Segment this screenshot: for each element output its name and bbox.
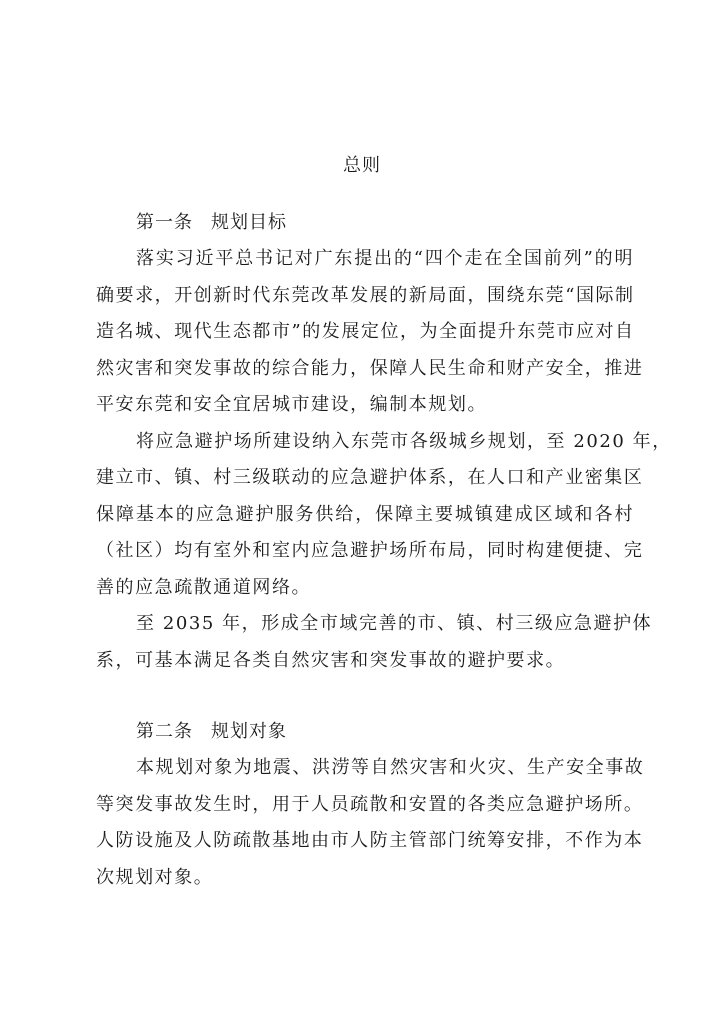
article-heading: [96, 205, 634, 241]
text-line: （社区）均有室外和室内应急避护场所布局，同时构建便捷、完: [96, 540, 644, 561]
article-name: 规划目标: [211, 212, 287, 233]
text-line: 平安东莞和安全宜居城市建设，编制本规划。: [96, 394, 487, 415]
text-line: 造名城、现代生态都市”的发展定位，为全面提升东莞市应对自: [96, 321, 635, 342]
section-title: 总则: [343, 155, 381, 176]
article-heading: [96, 714, 634, 750]
text-line: 本规划对象为地震、洪涝等自然灾害和火灾、生产安全事故: [136, 757, 645, 778]
article-1: [96, 205, 672, 679]
paragraph: [96, 750, 645, 896]
text-line: 落实习近平总书记对广东提出的“四个走在全国前列”的明: [136, 248, 634, 269]
text-line: 善的应急疏散通道网络。: [96, 576, 312, 598]
text-line: 建立市、镇、村三级联动的应急避护体系，在人口和产业密集区: [96, 467, 644, 488]
text-line: 至 2035 年，形成全市域完善的市、镇、村三级应急避护体: [136, 613, 653, 634]
article-number: 第二条: [136, 721, 193, 742]
article-number: 第一条: [136, 212, 193, 233]
text-line: 确要求，开创新时代东莞改革发展的新局面，围绕东莞“国际制: [96, 284, 635, 306]
paragraph: [96, 241, 644, 424]
article-name: 规划对象: [211, 721, 287, 742]
text-line: 将应急避护场所建设纳入东莞市各级城乡规划，至 2020 年，: [136, 430, 672, 452]
text-line: 保障基本的应急避护服务供给，保障主要城镇建成区域和各村: [96, 503, 634, 525]
text-line: 次规划对象。: [96, 866, 214, 888]
text-line: 然灾害和突发事故的综合能力，保障人民生命和财产安全，推进: [96, 357, 644, 379]
text-line: 系，可基本满足各类自然灾害和突发事故的避护要求。: [96, 649, 566, 671]
text-line: 人防设施及人防疏散基地由市人防主管部门统筹安排，不作为本: [96, 830, 644, 851]
text-line: 等突发事故发生时，用于人员疏散和安置的各类应急避护场所。: [96, 793, 644, 815]
paragraph: [96, 424, 672, 607]
paragraph: [96, 606, 653, 679]
article-2: [96, 714, 645, 896]
